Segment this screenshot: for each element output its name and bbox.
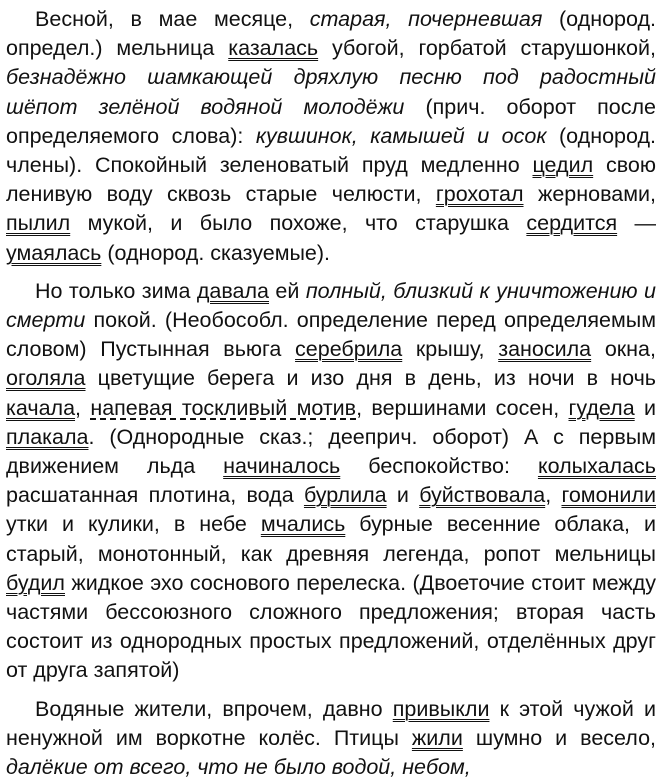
adverbial-phrase-underlined: напевая тоскливый мотив	[90, 395, 357, 420]
text-run: (однород. члены). Спокойный зеленоватый пруд медленно	[6, 123, 656, 178]
predicate-underlined: колыхалась	[537, 454, 656, 479]
predicate-underlined: казалась	[228, 36, 319, 61]
text-run: шумно и весело,	[462, 725, 656, 750]
predicate-underlined: оголяла	[6, 366, 86, 391]
text-run: Водяные жители, впрочем, давно	[35, 696, 393, 721]
predicate-underlined: буйствовала	[419, 483, 546, 508]
paragraph-2	[6, 277, 656, 686]
predicate-underlined: привыкли	[392, 696, 490, 721]
predicate-underlined: заносила	[498, 337, 592, 362]
predicate-underlined: пылил	[6, 211, 71, 236]
text-run: мукой, и было похоже, что старушка	[70, 211, 527, 236]
text-run: (однород. сказуемые).	[101, 240, 331, 265]
text-run: цветущие берега и изо дня в день, из ночи в ночь	[85, 366, 656, 391]
text-run: жерновами,	[523, 182, 656, 207]
text-run: бурные весенние облака, и старый, монотонный, как древняя легенда, ропот мельницы	[6, 512, 656, 566]
text-run: ей	[269, 278, 306, 303]
predicate-underlined: будил	[6, 570, 65, 595]
paragraph-1	[6, 5, 656, 268]
predicate-underlined: сердится	[526, 211, 618, 236]
italic-phrase: старая, почерневшая	[309, 7, 543, 31]
predicate-underlined: цедил	[532, 153, 594, 178]
text-run: свою ленивую воду сквозь старые челюсти,	[6, 153, 656, 207]
paragraph-3	[6, 695, 656, 782]
text-run: расшатанная плотина, вода	[6, 483, 304, 508]
text-run: . (Однородные сказ.; дееприч. оборот) А с первым движением льда	[6, 424, 656, 479]
italic-phrase: безнадёжно шамкающей дряхлую песню под радостный шёпот зелёной водяной молодёжи	[6, 65, 656, 119]
text-run: к этой чужой и ненужной им воркотне колёс. Птицы	[6, 696, 656, 750]
italic-phrase: полный, близкий к уничтожению и смерти	[6, 278, 656, 333]
text-run: жидкое эхо соснового перелеска. (Двоеточие стоит между частями бессоюзного сложного предложения; вторая часть состоит из однородных простых предложений, отделённых друг от друга запятой)	[6, 570, 656, 683]
text-run: крышу,	[402, 337, 499, 362]
predicate-underlined: умаялась	[6, 240, 102, 265]
text-run: и	[386, 483, 420, 508]
text-run: (однород. определ.) мельница	[6, 7, 656, 61]
predicate-underlined: гомонили	[561, 483, 656, 508]
text-run: —	[617, 211, 657, 236]
predicate-underlined: жили	[411, 725, 463, 750]
text-run: ,	[75, 395, 91, 420]
text-run: ,	[545, 483, 562, 508]
predicate-underlined: серебрила	[295, 337, 403, 362]
italic-phrase: далёкие от всего, что не было водой, небом,	[6, 755, 471, 780]
predicate-underlined: начиналось	[223, 454, 341, 479]
text-run: окна,	[591, 337, 656, 362]
predicate-underlined: мчались	[260, 512, 346, 537]
text-run: беспокойство:	[340, 454, 538, 479]
predicate-underlined: бурлила	[303, 483, 387, 508]
text-run: и	[634, 395, 656, 420]
text-run: Но только зима	[35, 278, 197, 303]
predicate-underlined: плакала	[6, 424, 89, 449]
predicate-underlined: грохотал	[435, 182, 524, 207]
text-run: убогой, горбатой старушонкой,	[318, 36, 656, 61]
italic-phrase: кувшинок, камышей и осок	[255, 123, 547, 148]
text-run: покой. (Необособл. определение перед определяемым словом) Пустынная вьюга	[6, 308, 656, 362]
text-run: Весной, в мае месяце,	[35, 7, 310, 31]
predicate-underlined: качала	[6, 395, 76, 420]
predicate-underlined: гудела	[568, 395, 635, 420]
text-run: утки и кулики, в небе	[6, 512, 261, 537]
text-run: , вершинами сосен,	[356, 395, 569, 420]
text-run: (прич. оборот после определяемого слова):	[6, 94, 657, 148]
predicate-underlined: давала	[196, 278, 269, 303]
